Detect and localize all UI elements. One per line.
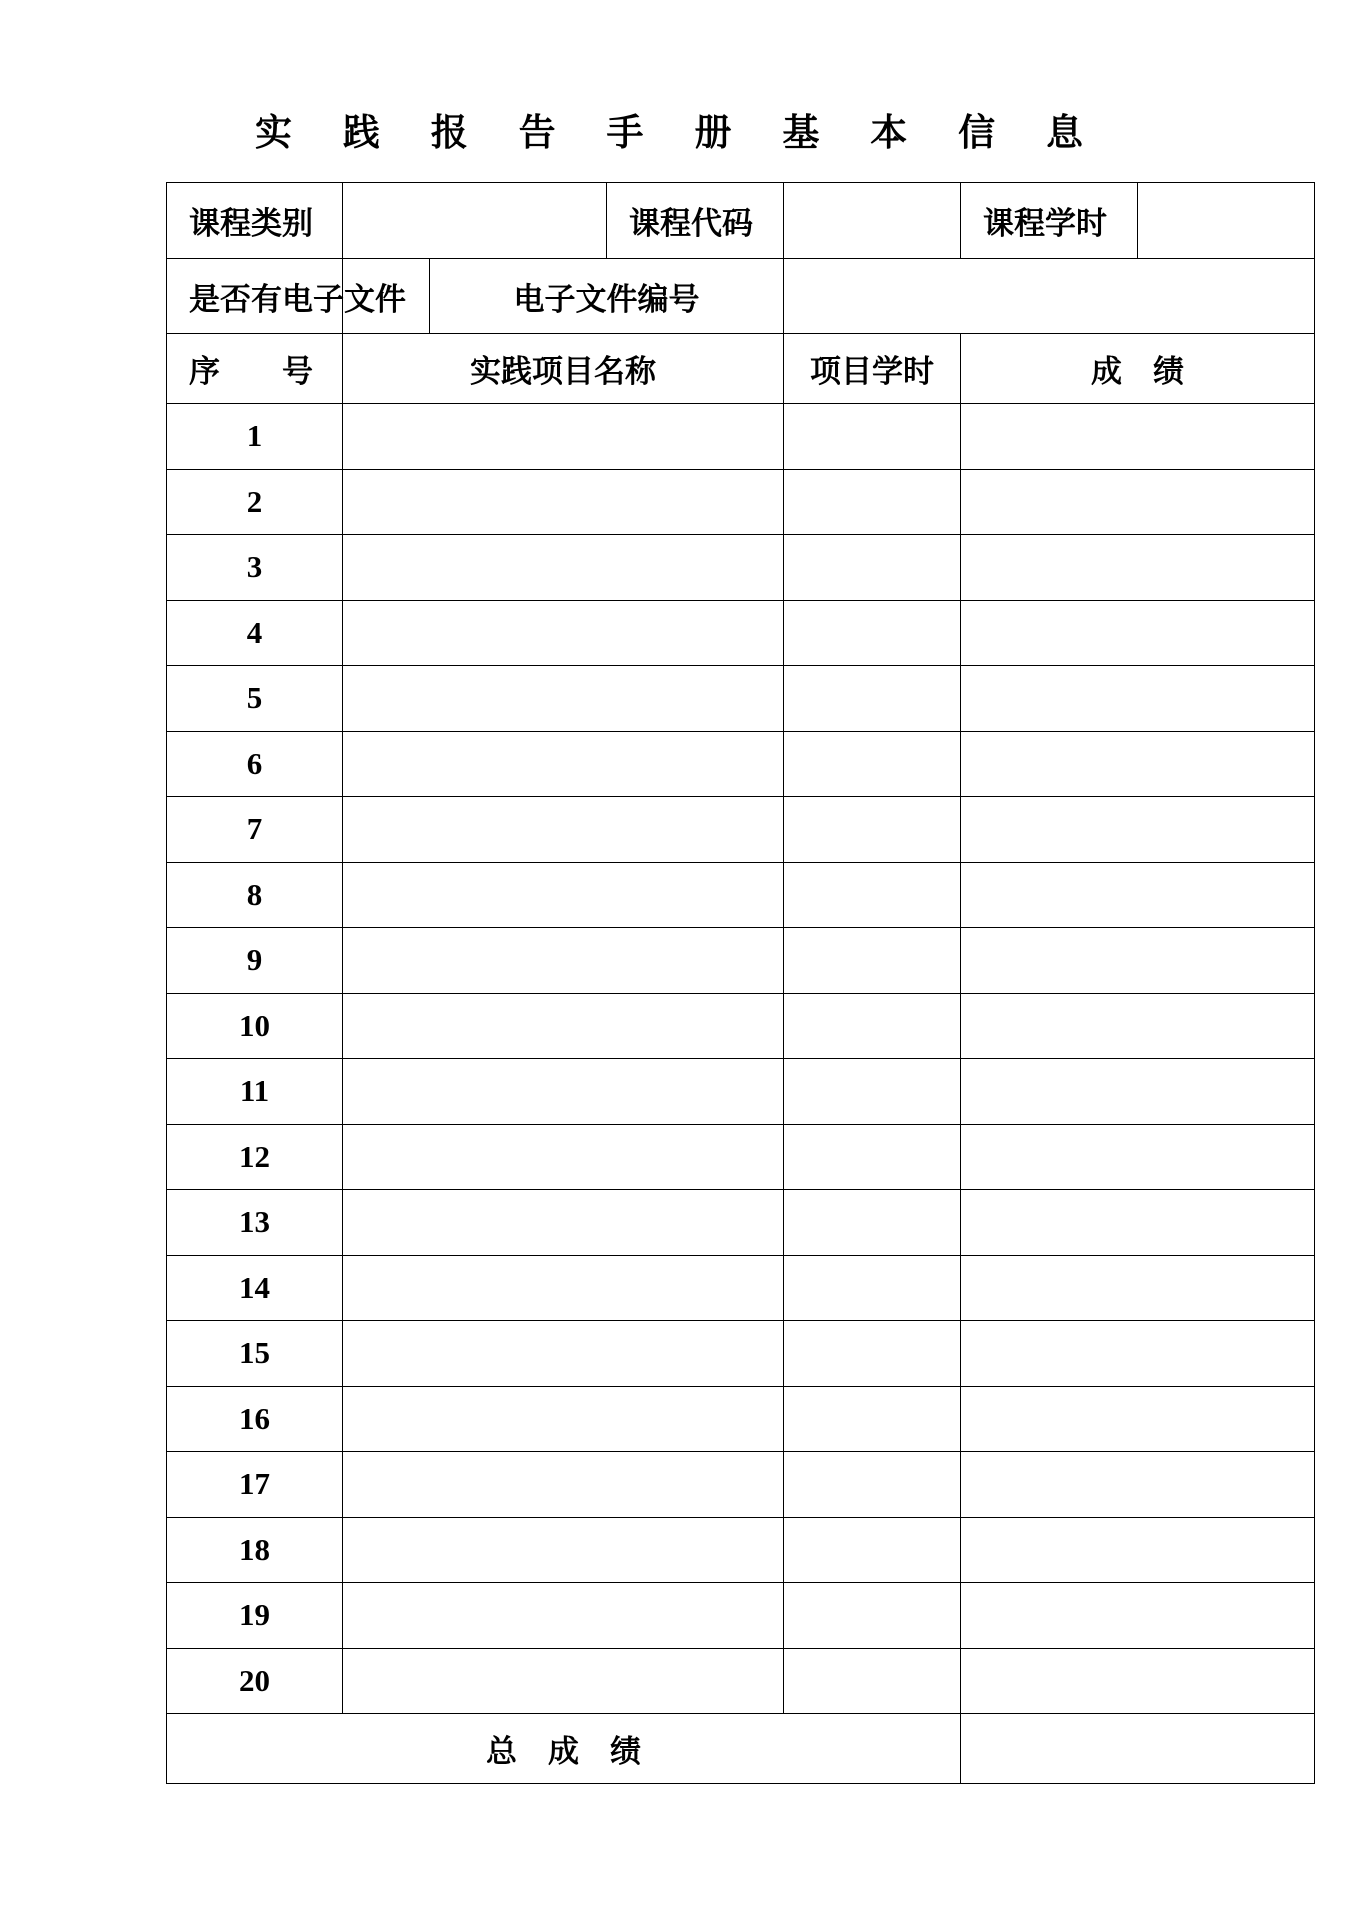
header-row bbox=[167, 334, 1315, 404]
score-cell[interactable] bbox=[961, 993, 1315, 1059]
score-cell[interactable] bbox=[961, 1452, 1315, 1518]
row-index: 7 bbox=[167, 797, 343, 863]
row-index: 13 bbox=[167, 1190, 343, 1256]
row-index: 15 bbox=[167, 1321, 343, 1387]
project-hours-cell[interactable] bbox=[784, 1452, 961, 1518]
page-title: 实 践 报 告 手 册 基 本 信 息 bbox=[255, 110, 1102, 154]
project-hours-cell[interactable] bbox=[784, 1648, 961, 1714]
table-row bbox=[167, 404, 1315, 470]
course-category-label: 课程类别 bbox=[167, 183, 343, 259]
project-hours-cell[interactable] bbox=[784, 731, 961, 797]
project-hours-cell[interactable] bbox=[784, 928, 961, 994]
row-index: 3 bbox=[167, 535, 343, 601]
score-cell[interactable] bbox=[961, 1255, 1315, 1321]
project-hours-cell[interactable] bbox=[784, 1124, 961, 1190]
project-name-cell[interactable] bbox=[343, 1583, 784, 1649]
project-hours-cell[interactable] bbox=[784, 1190, 961, 1256]
has-electronic-file-label: 是否有电子文件 bbox=[167, 259, 343, 334]
row-index: 2 bbox=[167, 469, 343, 535]
table-row bbox=[167, 797, 1315, 863]
score-cell[interactable] bbox=[961, 666, 1315, 732]
project-name-header: 实践项目名称 bbox=[343, 334, 784, 404]
project-hours-cell[interactable] bbox=[784, 404, 961, 470]
table-row bbox=[167, 1452, 1315, 1518]
project-name-cell[interactable] bbox=[343, 1517, 784, 1583]
project-name-cell[interactable] bbox=[343, 862, 784, 928]
project-name-cell[interactable] bbox=[343, 535, 784, 601]
table-row bbox=[167, 993, 1315, 1059]
project-name-cell[interactable] bbox=[343, 797, 784, 863]
project-name-cell[interactable] bbox=[343, 1190, 784, 1256]
table-row bbox=[167, 535, 1315, 601]
project-name-cell[interactable] bbox=[343, 1321, 784, 1387]
project-name-cell[interactable] bbox=[343, 1452, 784, 1518]
project-hours-cell[interactable] bbox=[784, 1321, 961, 1387]
score-header: 成 绩 bbox=[961, 334, 1315, 404]
score-cell[interactable] bbox=[961, 1517, 1315, 1583]
score-cell[interactable] bbox=[961, 535, 1315, 601]
score-cell[interactable] bbox=[961, 1124, 1315, 1190]
table-row bbox=[167, 1321, 1315, 1387]
score-cell[interactable] bbox=[961, 404, 1315, 470]
project-hours-cell[interactable] bbox=[784, 1059, 961, 1125]
project-hours-cell[interactable] bbox=[784, 469, 961, 535]
row-index: 8 bbox=[167, 862, 343, 928]
total-score-field[interactable] bbox=[961, 1714, 1315, 1784]
project-hours-cell[interactable] bbox=[784, 862, 961, 928]
total-row bbox=[167, 1714, 1315, 1784]
project-hours-cell[interactable] bbox=[784, 1583, 961, 1649]
score-cell[interactable] bbox=[961, 1190, 1315, 1256]
project-name-cell[interactable] bbox=[343, 1648, 784, 1714]
score-cell[interactable] bbox=[961, 1059, 1315, 1125]
project-name-cell[interactable] bbox=[343, 1059, 784, 1125]
project-hours-cell[interactable] bbox=[784, 666, 961, 732]
score-cell[interactable] bbox=[961, 600, 1315, 666]
course-hours-label: 课程学时 bbox=[961, 183, 1138, 259]
project-hours-cell[interactable] bbox=[784, 1255, 961, 1321]
project-name-cell[interactable] bbox=[343, 1255, 784, 1321]
score-cell[interactable] bbox=[961, 1583, 1315, 1649]
row-index: 20 bbox=[167, 1648, 343, 1714]
row-index: 6 bbox=[167, 731, 343, 797]
course-category-field[interactable] bbox=[343, 183, 607, 259]
row-index: 10 bbox=[167, 993, 343, 1059]
project-name-cell[interactable] bbox=[343, 1386, 784, 1452]
table-row bbox=[167, 1059, 1315, 1125]
project-hours-cell[interactable] bbox=[784, 797, 961, 863]
table-row bbox=[167, 1583, 1315, 1649]
practice-info-table bbox=[166, 182, 1315, 1784]
project-hours-cell[interactable] bbox=[784, 600, 961, 666]
table-row bbox=[167, 469, 1315, 535]
row-index: 19 bbox=[167, 1583, 343, 1649]
table-row bbox=[167, 1386, 1315, 1452]
score-cell[interactable] bbox=[961, 797, 1315, 863]
table-row bbox=[167, 1648, 1315, 1714]
table-row bbox=[167, 1190, 1315, 1256]
row-index: 16 bbox=[167, 1386, 343, 1452]
table-row bbox=[167, 1124, 1315, 1190]
row-index: 18 bbox=[167, 1517, 343, 1583]
project-name-cell[interactable] bbox=[343, 1124, 784, 1190]
course-info-row bbox=[167, 183, 1315, 259]
course-code-field[interactable] bbox=[784, 183, 961, 259]
table-row bbox=[167, 600, 1315, 666]
score-cell[interactable] bbox=[961, 1648, 1315, 1714]
table-row bbox=[167, 1517, 1315, 1583]
project-hours-cell[interactable] bbox=[784, 535, 961, 601]
score-cell[interactable] bbox=[961, 1321, 1315, 1387]
project-name-cell[interactable] bbox=[343, 731, 784, 797]
project-name-cell[interactable] bbox=[343, 469, 784, 535]
course-code-label: 课程代码 bbox=[607, 183, 784, 259]
project-hours-header: 项目学时 bbox=[784, 334, 961, 404]
total-score-label: 总 成 绩 bbox=[167, 1714, 961, 1784]
score-cell[interactable] bbox=[961, 731, 1315, 797]
table-row bbox=[167, 731, 1315, 797]
score-cell[interactable] bbox=[961, 928, 1315, 994]
row-index: 5 bbox=[167, 666, 343, 732]
project-name-cell[interactable] bbox=[343, 666, 784, 732]
project-hours-cell[interactable] bbox=[784, 993, 961, 1059]
table-row bbox=[167, 1255, 1315, 1321]
project-hours-cell[interactable] bbox=[784, 1386, 961, 1452]
project-name-cell[interactable] bbox=[343, 600, 784, 666]
row-index: 17 bbox=[167, 1452, 343, 1518]
table-row bbox=[167, 666, 1315, 732]
table-row bbox=[167, 928, 1315, 994]
row-index: 14 bbox=[167, 1255, 343, 1321]
table-row bbox=[167, 862, 1315, 928]
electronic-file-number-label: 电子文件编号 bbox=[430, 259, 784, 334]
index-header: 序 号 bbox=[167, 334, 343, 404]
course-hours-field[interactable] bbox=[1138, 183, 1315, 259]
electronic-file-number-field[interactable] bbox=[784, 259, 1315, 334]
project-name-cell[interactable] bbox=[343, 404, 784, 470]
score-cell[interactable] bbox=[961, 862, 1315, 928]
project-name-cell[interactable] bbox=[343, 928, 784, 994]
row-index: 12 bbox=[167, 1124, 343, 1190]
score-cell[interactable] bbox=[961, 469, 1315, 535]
row-index: 11 bbox=[167, 1059, 343, 1125]
row-index: 1 bbox=[167, 404, 343, 470]
project-hours-cell[interactable] bbox=[784, 1517, 961, 1583]
score-cell[interactable] bbox=[961, 1386, 1315, 1452]
row-index: 4 bbox=[167, 600, 343, 666]
project-name-cell[interactable] bbox=[343, 993, 784, 1059]
electronic-file-row bbox=[167, 259, 1315, 334]
row-index: 9 bbox=[167, 928, 343, 994]
